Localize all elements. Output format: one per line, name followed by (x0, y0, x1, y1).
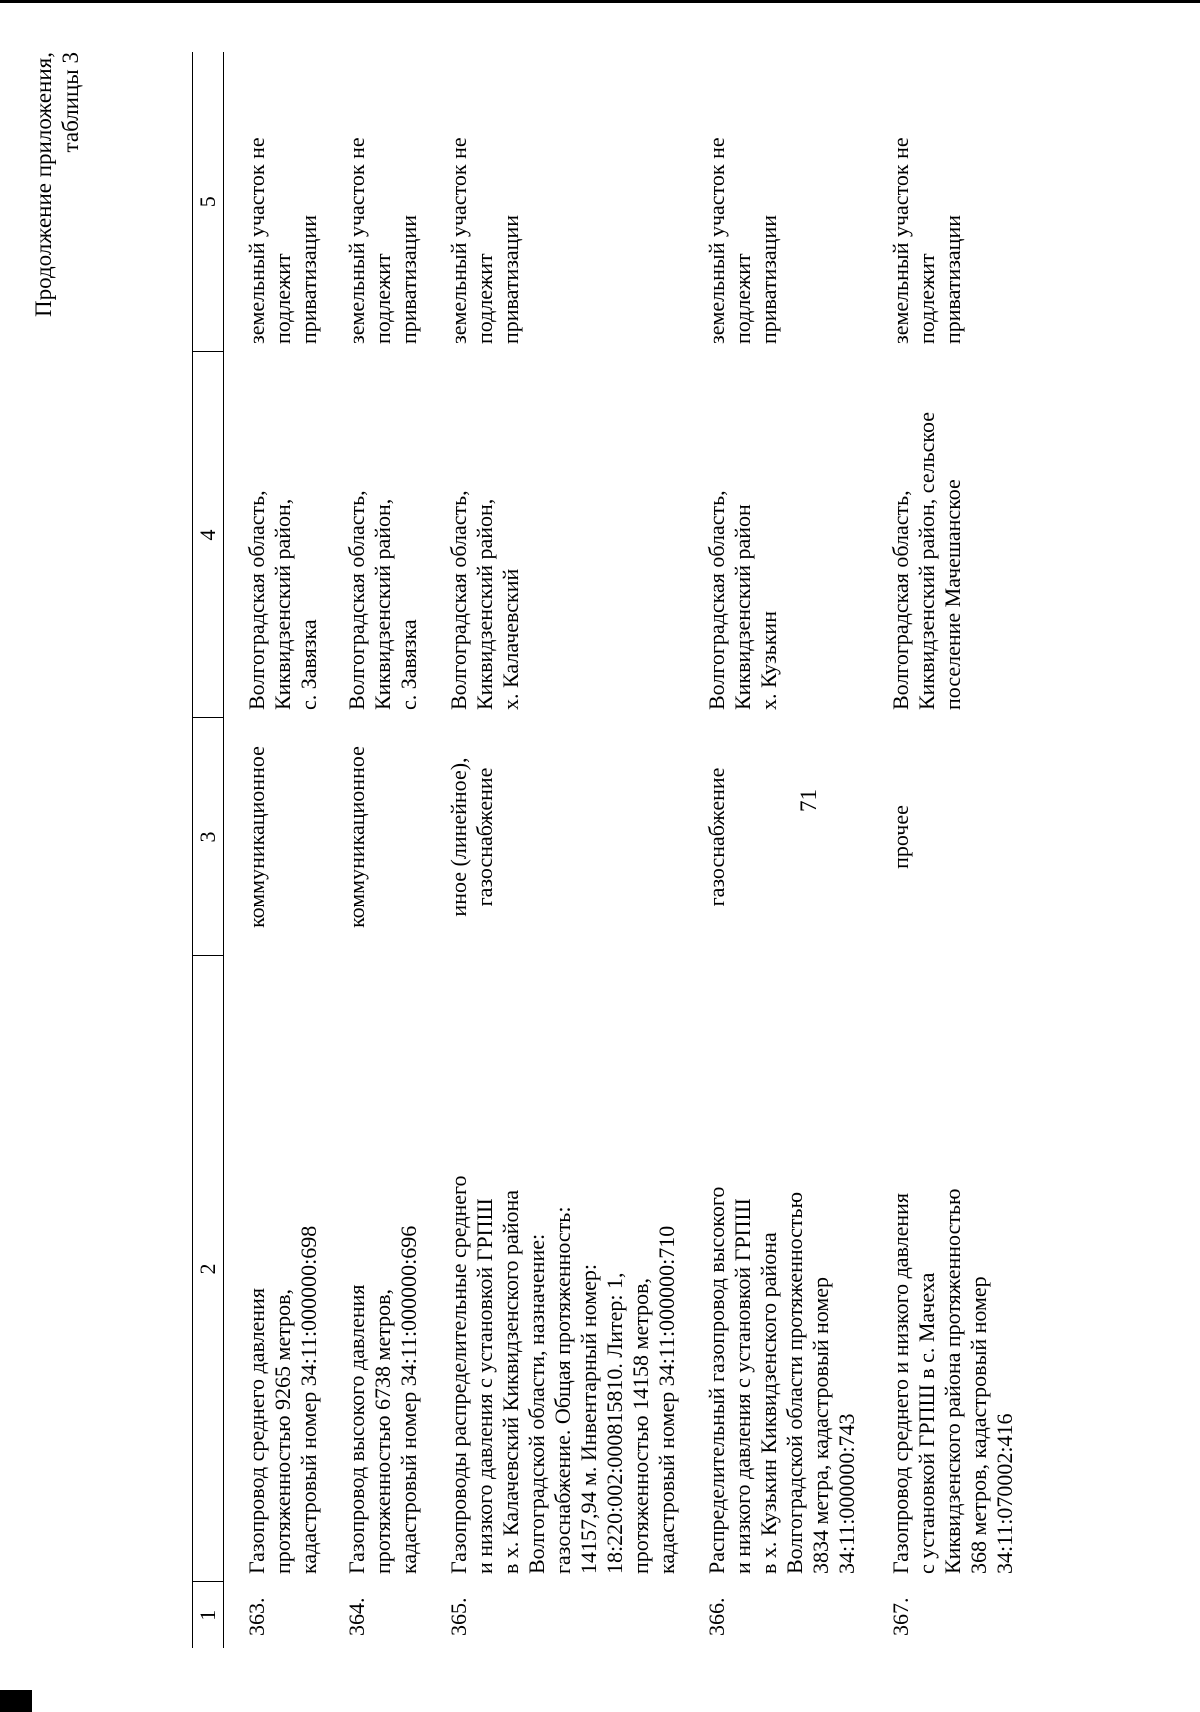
object-purpose: иное (линейное), газоснабжение (445, 757, 497, 917)
object-purpose: прочее (887, 805, 913, 869)
object-location: Волгоградская область, Киквидзенский район, с. Завязка (244, 490, 321, 710)
object-purpose: коммуникационное (343, 746, 369, 928)
object-purpose: газоснабжение (703, 767, 729, 907)
object-location: Волгоградская область, Киквидзенский район х. Кузькин (703, 490, 781, 710)
header-col-5: 5 (193, 52, 224, 352)
object-location: Волгоградская область, Киквидзенский район, с. Завязка (343, 490, 421, 710)
object-name: Газопровод высокого давления протяженностью 6738 метров, кадастровый номер 34:11:000000:696 (343, 1225, 421, 1574)
table-row (328, 52, 436, 1648)
object-note: земельный участок не подлежит приватизации (887, 137, 965, 344)
object-name: Газопровод среднего давления протяженностью 9265 метров, кадастровый номер 34:11:000000:698 (244, 1225, 321, 1574)
row-number: 363. (244, 1597, 269, 1636)
object-note: земельный участок не подлежит приватизации (703, 137, 781, 344)
object-note: земельный участок не подлежит приватизации (343, 137, 421, 344)
header-col-2: 2 (193, 956, 224, 1582)
object-name: Распределительный газопровод высокого и низкого давления с установкой ГРПШ в х. Кузькин Киквидзенского района Волгоградской области протяженностью 3834 метра, кадастровый номер 34:11:000000:743 (703, 1186, 859, 1574)
object-location: Волгоградская область, Киквидзенский район, сельское поселение Мачешанское (887, 412, 965, 710)
object-location: Волгоградская область, Киквидзенский район, х. Калачевский (445, 490, 523, 710)
table-row (888, 52, 1028, 1648)
row-number: 366. (703, 1597, 729, 1636)
object-note: земельный участок не подлежит приватизации (445, 137, 523, 344)
continuation-note: Продолжение приложения, таблицы 3 (31, 52, 83, 317)
object-purpose: коммуникационное (244, 746, 269, 928)
table-row (698, 52, 888, 1648)
row-number: 364. (343, 1597, 369, 1636)
page-number: 71 (796, 789, 821, 812)
table-row (436, 52, 698, 1648)
object-note: земельный участок не подлежит приватизации (244, 137, 321, 344)
object-name: Газопроводы распределительные среднего и низкого давления с установкой ГРПШ в х. Калачевский Киквидзенского района Волгоградской области, назначение: газоснабжение. Общая протяженность: 14157,94 м. Инвентарный номер: 18:220:002:000815810. Литер: 1, протяженностью 14158 метров, кадастровый номер 34:11:000000:710 (445, 1175, 679, 1574)
header-col-4: 4 (193, 352, 224, 718)
row-number: 365. (445, 1597, 471, 1636)
header-col-3: 3 (193, 718, 224, 956)
row-number: 367. (887, 1597, 913, 1636)
header-col-1: 1 (193, 1582, 224, 1648)
property-table (192, 52, 1028, 1648)
table-row (224, 52, 328, 1648)
object-name: Газопровод среднего и низкого давления с установкой ГРПШ в с. Мачеха Киквидзенского района протяженностью 368 метров, кадастровый номер 34:11:070002:416 (887, 1188, 1017, 1574)
table-header (193, 52, 224, 1648)
